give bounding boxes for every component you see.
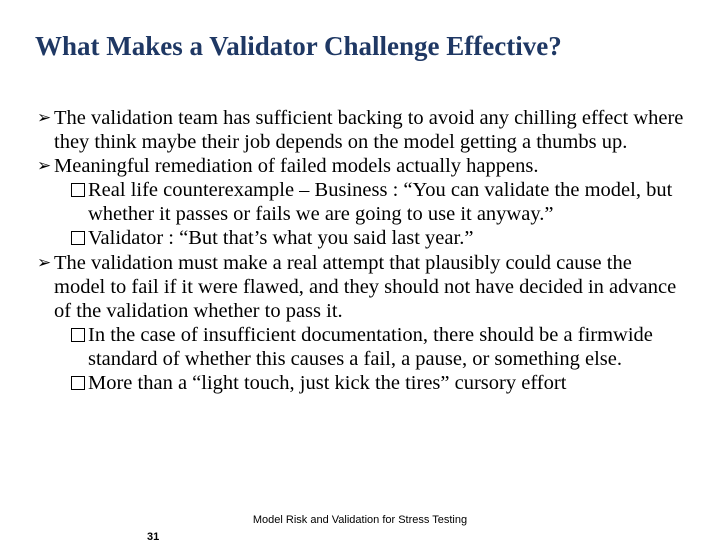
bullet-item	[37, 154, 687, 178]
subbullet-text: In the case of insufficient documentation, there should be a firmwide standard of whether this causes a fail, a pause, or something else.	[88, 323, 653, 370]
hollow-square-bullet-icon	[71, 328, 85, 342]
bullet-item	[37, 251, 687, 323]
arrow-bullet-icon: ➢	[37, 108, 52, 127]
hollow-square-bullet-icon	[71, 231, 85, 245]
bullet-text: Meaningful remediation of failed models actually happens.	[54, 155, 539, 178]
footer-text: Model Risk and Validation for Stress Testing	[252, 514, 468, 526]
hollow-square-bullet-icon	[71, 376, 85, 390]
bullet-list	[37, 106, 687, 395]
subbullet-text: Validator : “But that’s what you said last year.”	[88, 227, 474, 250]
bullet-item	[37, 106, 687, 154]
arrow-bullet-icon: ➢	[37, 252, 52, 272]
hollow-square-bullet-icon	[71, 183, 85, 197]
slide-title: What Makes a Validator Challenge Effective?	[35, 31, 562, 61]
bullet-text: The validation team has sufficient backing to avoid any chilling effect where they think maybe their job depends on the model getting a thumbs up.	[54, 107, 684, 154]
subbullet-item	[37, 178, 687, 226]
subbullet-text: Real life counterexample – Business : “You can validate the model, but whether it passes or fails we are going to use it anyway.”	[88, 179, 673, 226]
page-number: 31	[147, 531, 160, 543]
bullet-text: The validation must make a real attempt that plausibly could cause the model to fail if it were flawed, and they should not have decided in advance of the validation whether to pass it.	[54, 251, 677, 322]
subbullet-item	[37, 371, 687, 395]
subbullet-item	[37, 323, 687, 371]
subbullet-text: More than a “light touch, just kick the tires” cursory effort	[88, 372, 567, 395]
arrow-bullet-icon: ➢	[37, 156, 52, 176]
subbullet-item	[37, 226, 687, 250]
